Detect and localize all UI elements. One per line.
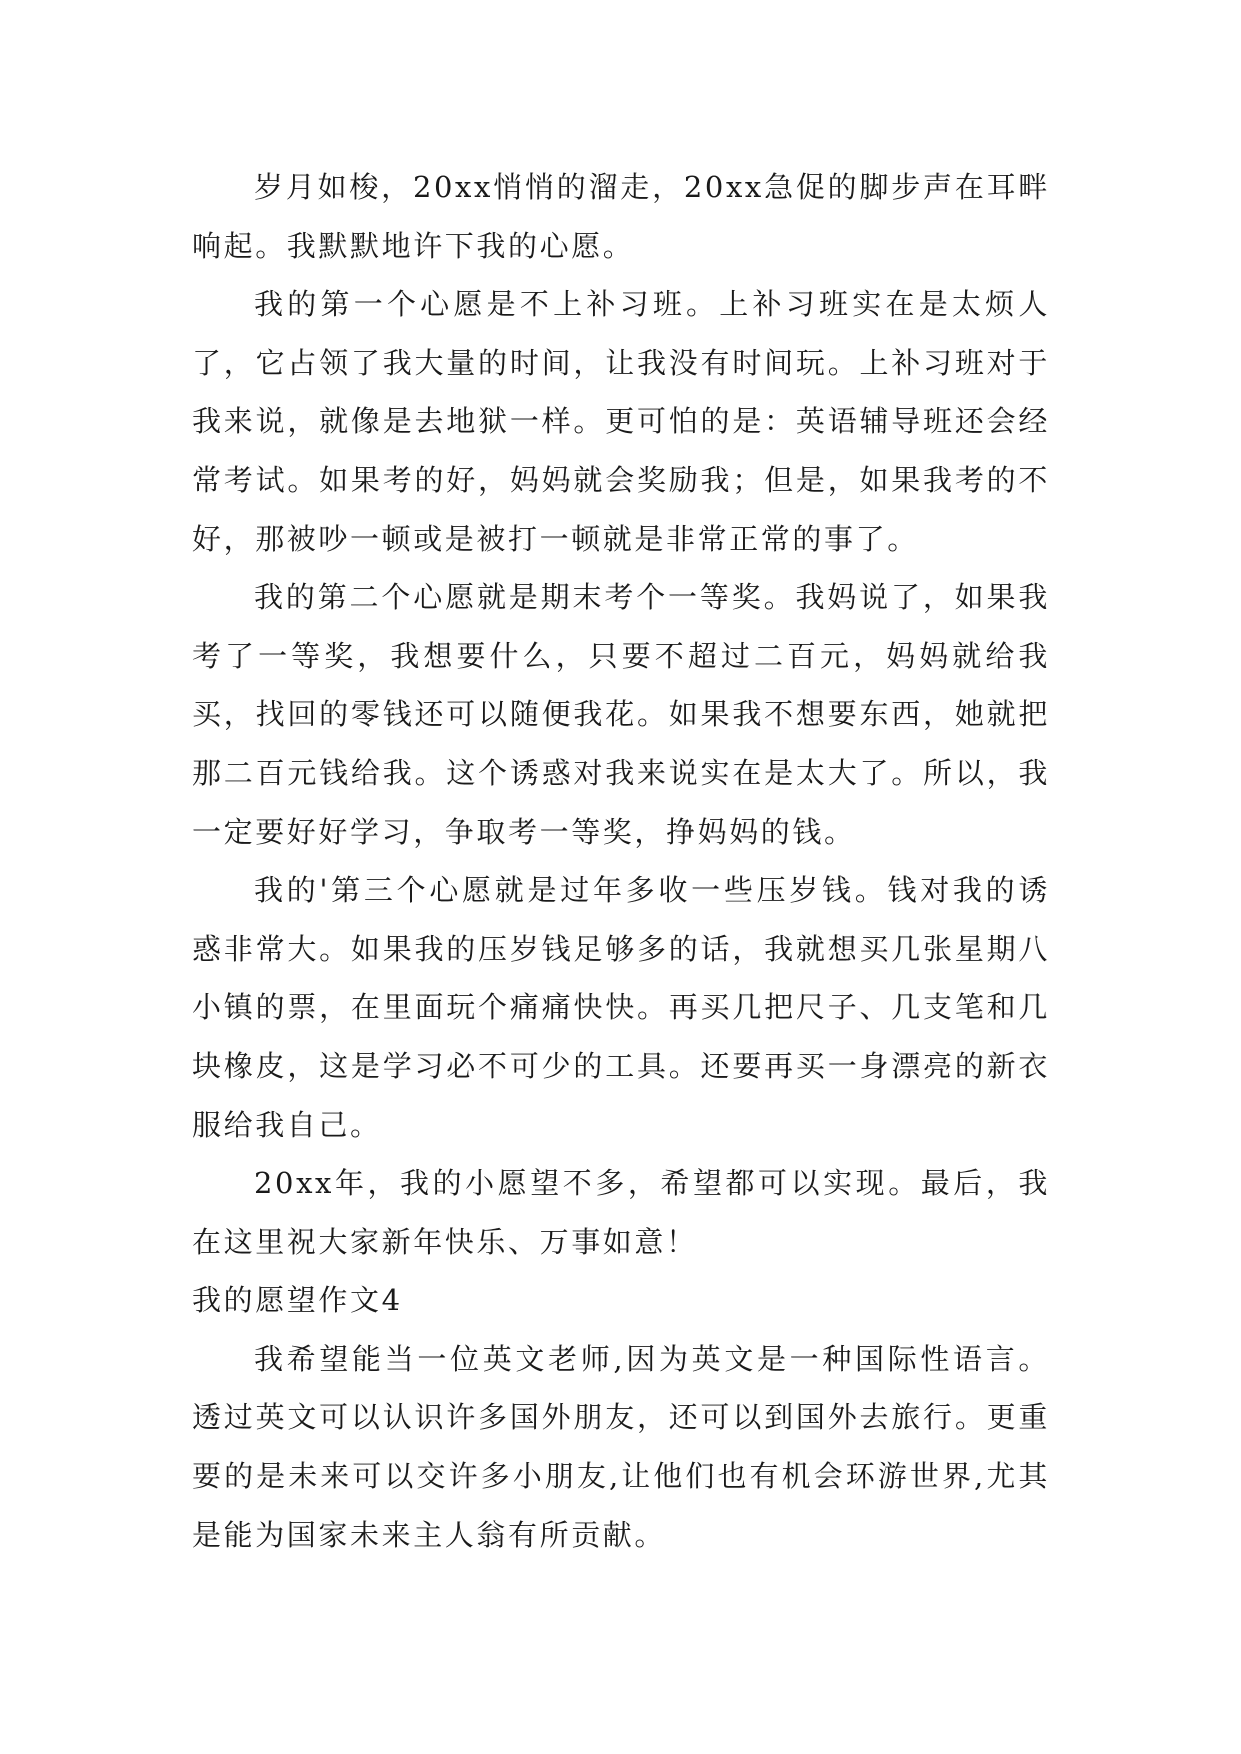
document-body — [192, 158, 1050, 1564]
paragraph-closing: 20xx年，我的小愿望不多，希望都可以实现。最后，我在这里祝大家新年快乐、万事如意！ — [192, 1166, 1050, 1259]
paragraph-first-wish: 我的第一个心愿是不上补习班。上补习班实在是太烦人了，它占领了我大量的时间，让我没有时间玩。上补习班对于我来说，就像是去地狱一样。更可怕的是：英语辅导班还会经常考试。如果考的好，妈妈就会奖励我；但是，如果我考的不好，那被吵一顿或是被打一顿就是非常正常的事了。 — [192, 287, 1050, 556]
paragraph-third-wish: 我的'第三个心愿就是过年多收一些压岁钱。钱对我的诱惑非常大。如果我的压岁钱足够多的话，我就想买几张星期八小镇的票，在里面玩个痛痛快快。再买几把尺子、几支笔和几块橡皮，这是学习必不可少的工具。还要再买一身漂亮的新衣服给我自己。 — [192, 873, 1050, 1142]
essay-heading: 我的愿望作文4 — [192, 1283, 403, 1318]
paragraph-teacher-wish: 我希望能当一位英文老师,因为英文是一种国际性语言。透过英文可以认识许多国外朋友，还可以到国外去旅行。更重要的是未来可以交许多小朋友,让他们也有机会环游世界,尤其是能为国家未来主人翁有所贡献。 — [192, 1341, 1050, 1552]
paragraph-second-wish: 我的第二个心愿就是期末考个一等奖。我妈说了，如果我考了一等奖，我想要什么，只要不超过二百元，妈妈就给我买，找回的零钱还可以随便我花。如果我不想要东西，她就把那二百元钱给我。这个诱惑对我来说实在是太大了。所以，我一定要好好学习，争取考一等奖，挣妈妈的钱。 — [192, 580, 1050, 849]
paragraph-intro: 岁月如梭，20xx悄悄的溜走，20xx急促的脚步声在耳畔响起。我默默地许下我的心愿。 — [192, 170, 1050, 263]
